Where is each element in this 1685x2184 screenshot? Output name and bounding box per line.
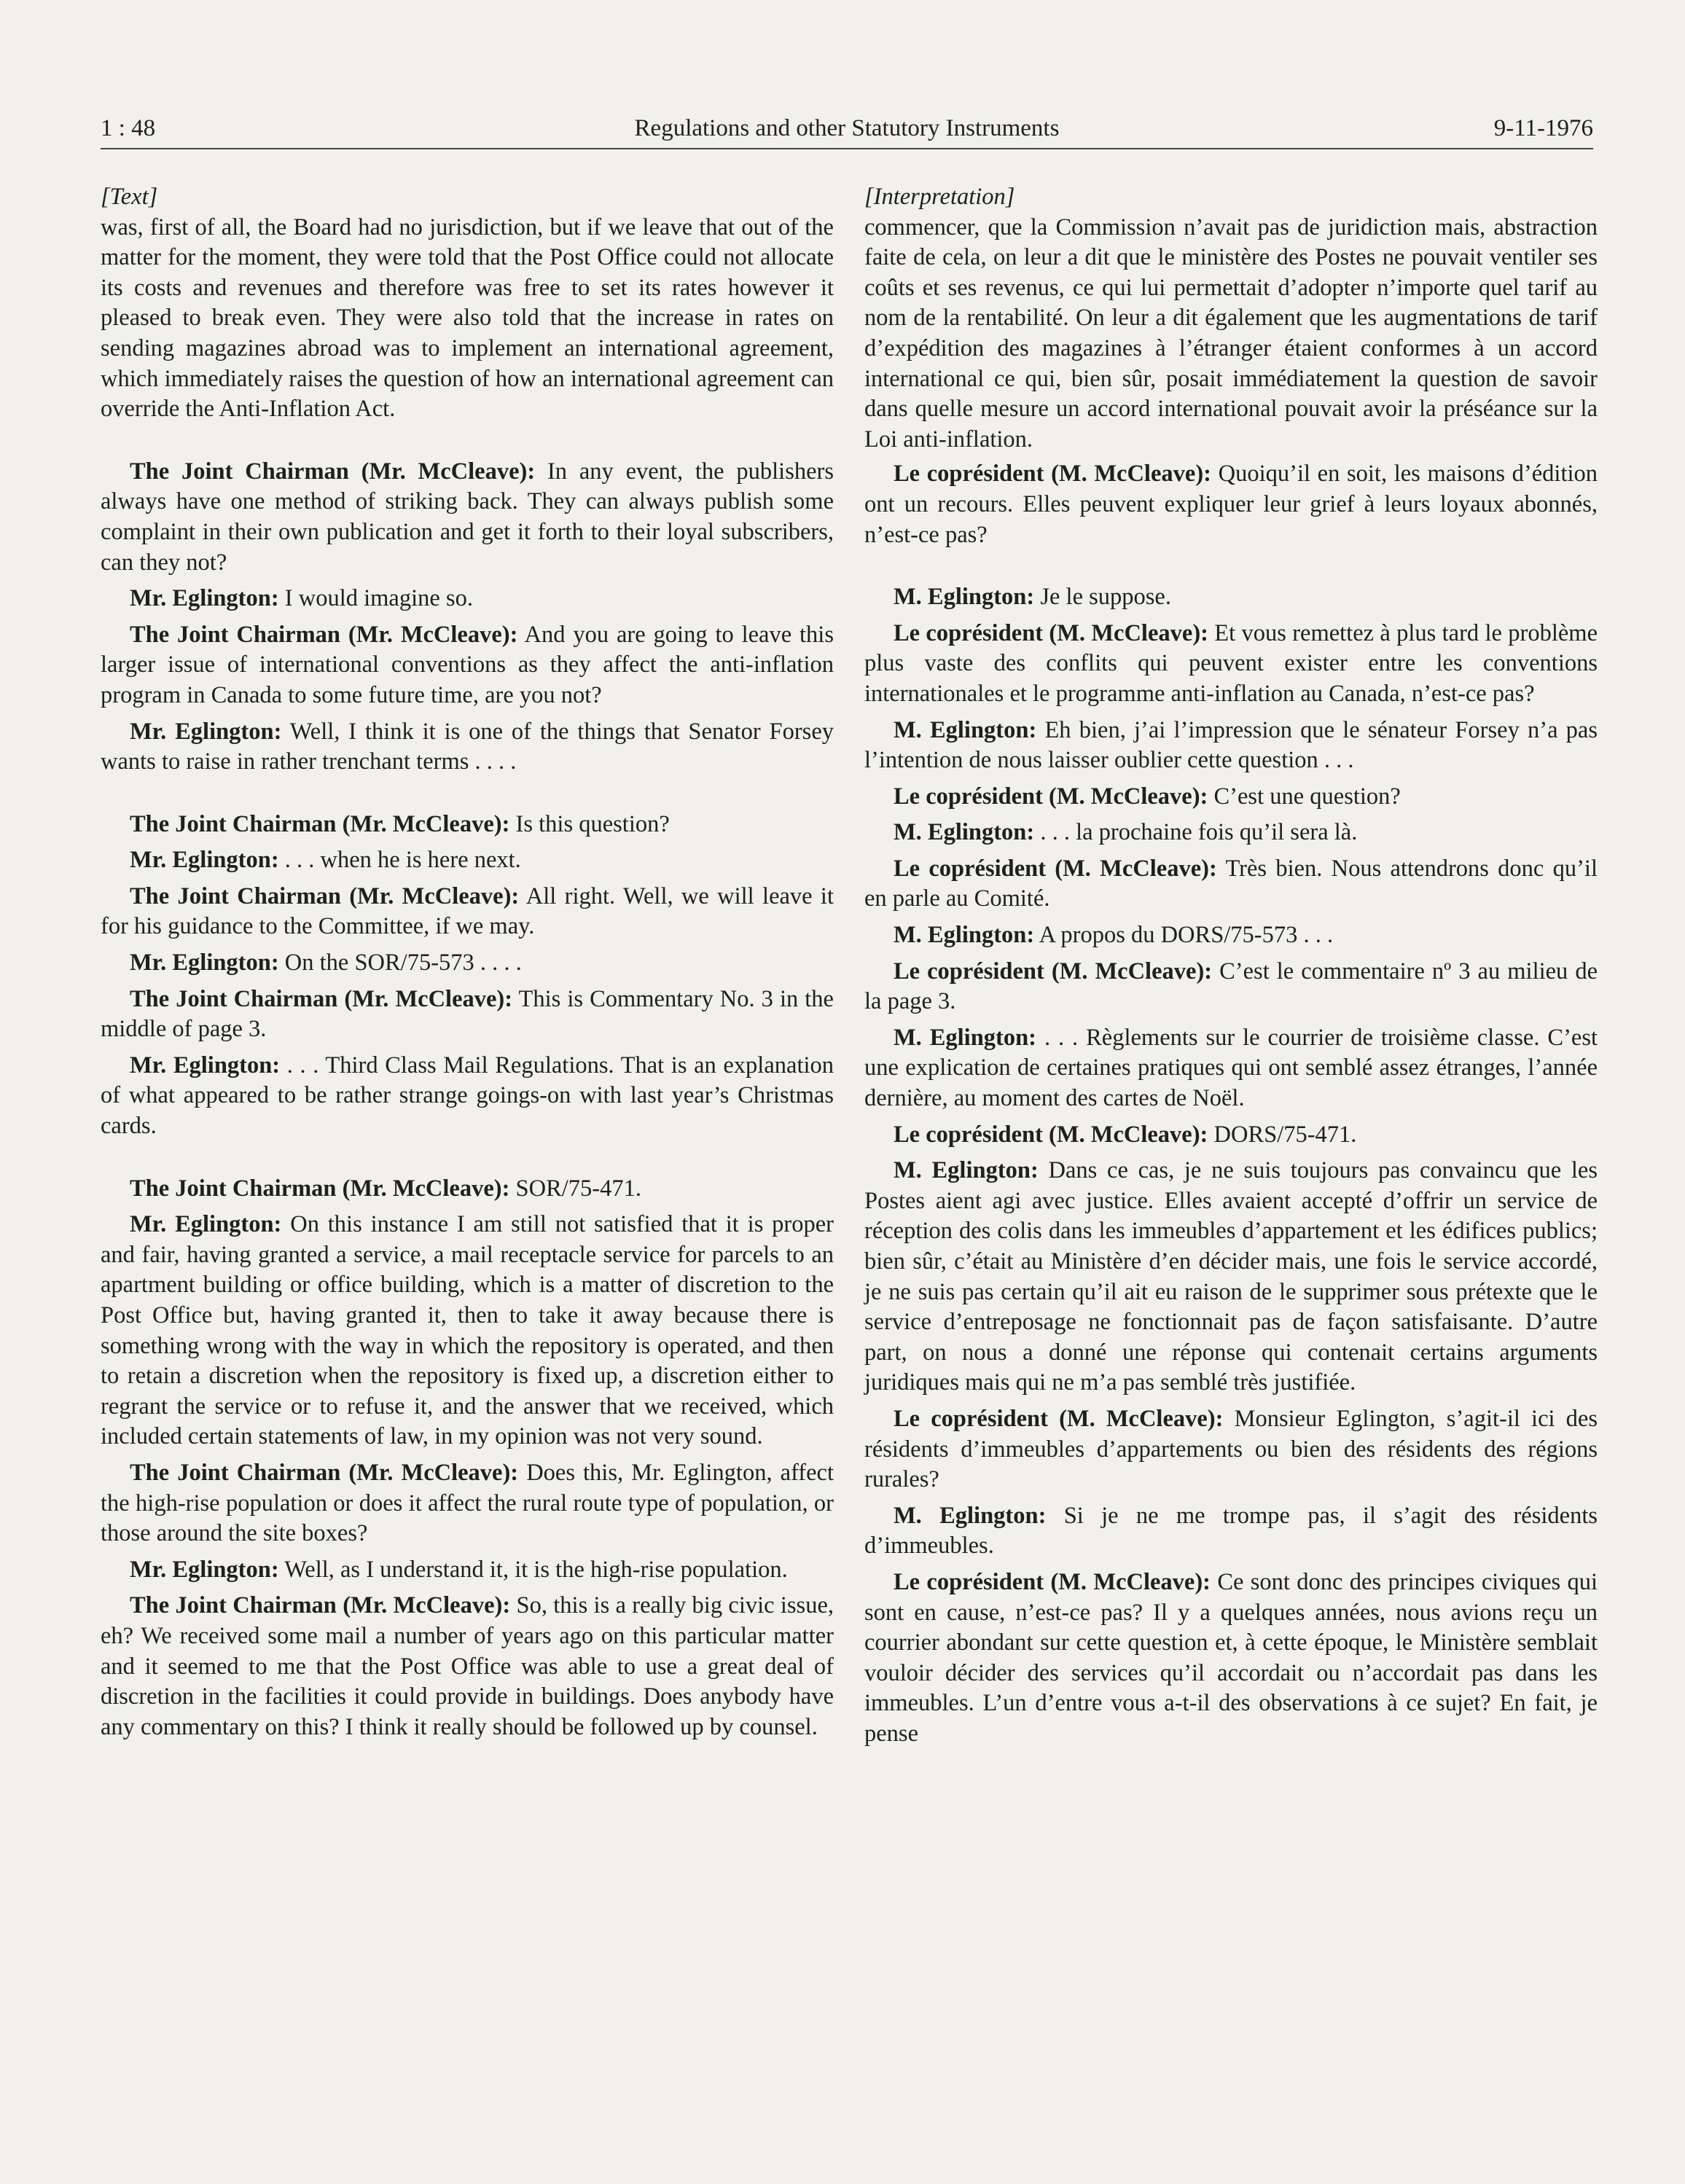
language-label-text: Interpretation bbox=[873, 184, 1006, 210]
speaker-name: The Joint Chairman (Mr. McCleave): bbox=[130, 1175, 510, 1202]
speech-text: Quoiqu’il en soit, les maisons d’édition ont un recours. Elles peuvent expliquer leur grief à leurs loyaux abonnés, n’est-ce pas? bbox=[864, 461, 1598, 548]
speech-text: A propos du DORS/75-573 . . . bbox=[1039, 922, 1334, 949]
speaker-name: M. Eglington: bbox=[894, 819, 1035, 846]
speech-text: So, this is a really big civic issue, eh? We received some mail a number of years ago on this particular matter and it seemed to me that the Post Office was able to use a great deal of discretion in the facilities it could provide in buildings. Does anybody have any commentary on this? I think it really should be followed up by counsel. bbox=[101, 1592, 834, 1740]
speech-text: Et vous remettez à plus tard le problème plus vaste des conflits qui peuvent exister entre les conventions internationales et le programme anti-inflation au Canada, n’est-ce pas? bbox=[864, 619, 1598, 707]
speaker-name: Mr. Eglington: bbox=[130, 718, 282, 745]
speaker-name: Le coprésident (M. McCleave): bbox=[894, 461, 1211, 488]
speaker-name: M. Eglington: bbox=[894, 1024, 1037, 1051]
speech-text: Eh bien, j’ai l’impression que le sénateur Forsey n’a pas l’intention de nous laisser oublier cette question . . . bbox=[864, 716, 1598, 774]
speaker-name: Mr. Eglington: bbox=[130, 585, 279, 612]
transcript-paragraph bbox=[101, 948, 834, 979]
transcript-paragraph bbox=[864, 782, 1598, 813]
speaker-name: The Joint Chairman (Mr. McCleave): bbox=[130, 985, 513, 1012]
speech-text: C’est le commentaire nº 3 au milieu de la page 3. bbox=[864, 958, 1598, 1015]
speech-text: Je le suppose. bbox=[1040, 584, 1171, 611]
speech-text: Does this, Mr. Eglington, affect the high-rise population or does it affect the rural route type of population, or those around the site boxes? bbox=[101, 1459, 834, 1547]
french-column bbox=[864, 182, 1598, 1750]
transcript-paragraph bbox=[101, 1555, 834, 1586]
transcript-paragraph bbox=[864, 818, 1598, 848]
speaker-name: Le coprésident (M. McCleave): bbox=[894, 783, 1208, 810]
speech-text: Monsieur Eglington, s’agit-il ici des résidents d’immeubles d’appartements ou bien des résidents des régions rurales? bbox=[864, 1405, 1598, 1493]
transcript-paragraph bbox=[864, 920, 1598, 951]
english-column bbox=[101, 182, 834, 1742]
transcript-paragraph bbox=[101, 1591, 834, 1742]
speech-text: Well, as I understand it, it is the high-rise population. bbox=[284, 1556, 788, 1583]
speech-text: In any event, the publishers always have one method of striking back. They can always publish some complaint in their own publication and get it forth to their loyal subscribers, can they not? bbox=[101, 458, 834, 576]
speaker-name: Le coprésident (M. McCleave): bbox=[894, 958, 1213, 985]
speech-text: I would imagine so. bbox=[284, 585, 473, 612]
transcript-paragraph bbox=[101, 810, 834, 840]
transcript-paragraph bbox=[864, 1567, 1598, 1750]
speech-text: Is this question? bbox=[515, 810, 670, 837]
speech-text: C’est une question? bbox=[1213, 783, 1401, 810]
transcript-paragraph bbox=[864, 1156, 1598, 1398]
speech-text: All right. Well, we will leave it for his guidance to the Committee, if we may. bbox=[101, 882, 834, 940]
speech-text: And you are going to leave this larger issue of international conventions as they affect the anti-inflation program in Canada to some future time, are you not? bbox=[101, 621, 834, 708]
speaker-name: The Joint Chairman (Mr. McCleave): bbox=[130, 621, 518, 648]
transcript-paragraph bbox=[864, 1404, 1598, 1495]
page-header bbox=[101, 108, 1593, 149]
transcript-paragraph bbox=[101, 985, 834, 1045]
speech-text: . . . Règlements sur le courrier de troisième classe. C’est une explication de certaines pratiques qui ont semblé assez étranges, l’année dernière, au moment des cartes de Noël. bbox=[864, 1024, 1598, 1112]
speech-text: Très bien. Nous attendrons donc qu’il en parle au Comité. bbox=[864, 855, 1598, 912]
transcript-paragraph bbox=[864, 459, 1598, 550]
speaker-name: M. Eglington: bbox=[894, 1157, 1039, 1184]
speech-text: This is Commentary No. 3 in the middle of page 3. bbox=[101, 985, 834, 1043]
transcript-paragraph bbox=[101, 882, 834, 942]
speaker-name: Le coprésident (M. McCleave): bbox=[894, 619, 1208, 646]
english-transcript bbox=[101, 213, 834, 1743]
speaker-name: Mr. Eglington: bbox=[130, 1052, 281, 1079]
page-number: 1 : 48 bbox=[101, 115, 156, 141]
speaker-name: The Joint Chairman (Mr. McCleave): bbox=[130, 458, 536, 485]
speech-text: DORS/75-471. bbox=[1213, 1121, 1357, 1148]
transcript-paragraph bbox=[101, 717, 834, 778]
french-transcript bbox=[864, 213, 1598, 1750]
speech-text: . . . Third Class Mail Regulations. That is an explanation of what appeared to be rather strange goings-on with last year’s Christmas cards. bbox=[101, 1052, 834, 1140]
speech-text: On the SOR/75-573 . . . . bbox=[284, 950, 522, 976]
speaker-name: The Joint Chairman (Mr. McCleave): bbox=[130, 1459, 519, 1486]
speech-text: was, first of all, the Board had no jurisdiction, but if we leave that out of the matter for the moment, they were told that the Post Office could not allocate its costs and revenues and therefore was free to set its rates however it pleased to break even. They were also told that the increase in rates on sending magazines abroad was to implement an international agreement, which immediately raises the question of how an international agreement can override the Anti-Inflation Act. bbox=[101, 214, 834, 423]
transcript-paragraph bbox=[864, 1120, 1598, 1151]
speaker-name: M. Eglington: bbox=[894, 584, 1035, 611]
header-date: 9-11-1976 bbox=[1493, 115, 1593, 141]
transcript-paragraph bbox=[101, 1458, 834, 1549]
speech-text: Dans ce cas, je ne suis toujours pas convaincu que les Postes aient agi avec justice. Elles avaient accepté d’offrir un service de réception des colis dans les immeubles d’appartement et les édifices publics; bien sûr, c’était au Ministère d’en décider mais, une fois le service accordé, je ne suis pas certain qu’il ait eu raison de le supprimer sous prétexte que le service d’entreposage ne fonctionnait pas de façon satisfaisante. D’autre part, on nous a donné une réponse qui contenait certains arguments juridiques mais qui ne m’a pas semblé très justifiée. bbox=[864, 1157, 1598, 1396]
speaker-name: Mr. Eglington: bbox=[130, 950, 279, 976]
speech-text: On this instance I am still not satisfied that it is proper and fair, having granted a service, a mail receptacle service for parcels to an apartment building or office building, which is a matter of discretion to the Post Office but, having granted it, then to take it away because there is something wrong with the way in which the repository is operated, and then to retain a discretion when the repository is fixed up, a discretion either to regrant the service or to refuse it, and the answer that we received, which included certain statements of law, in my opinion was not very sound. bbox=[101, 1211, 834, 1450]
transcript-paragraph bbox=[864, 619, 1598, 710]
running-title: Regulations and other Statutory Instruments bbox=[634, 115, 1060, 141]
transcript-paragraph bbox=[101, 1051, 834, 1142]
speaker-name: Mr. Eglington: bbox=[130, 1211, 282, 1238]
transcript-paragraph bbox=[101, 457, 834, 578]
transcript-paragraph bbox=[101, 620, 834, 711]
speaker-name: The Joint Chairman (Mr. McCleave): bbox=[130, 882, 520, 909]
transcript-paragraph bbox=[101, 1210, 834, 1452]
transcript-paragraph bbox=[864, 854, 1598, 915]
speech-text: . . . la prochaine fois qu’il sera là. bbox=[1040, 819, 1358, 846]
speech-text: Ce sont donc des principes civiques qui sont en cause, n’est-ce pas? Il y a quelques années, nous avions reçu un courrier abondant sur cette question et, à cette époque, le Ministère semblait vouloir décider des services qu’il accordait ou n’accordait pas dans les immeubles. L’un d’entre vous a-t-il des observations à ce sujet? En fait, je pense bbox=[864, 1568, 1598, 1747]
transcript-paragraph bbox=[864, 957, 1598, 1017]
speaker-name: M. Eglington: bbox=[894, 922, 1035, 949]
transcript-paragraph bbox=[864, 1501, 1598, 1562]
speaker-name: Le coprésident (M. McCleave): bbox=[894, 1568, 1211, 1595]
speaker-name: Le coprésident (M. McCleave): bbox=[894, 1121, 1208, 1148]
speaker-name: Le coprésident (M. McCleave): bbox=[894, 1405, 1224, 1432]
language-label-text: Text bbox=[109, 184, 149, 210]
transcript-paragraph bbox=[101, 584, 834, 614]
speaker-name: Le coprésident (M. McCleave): bbox=[894, 855, 1217, 882]
transcript-paragraph bbox=[864, 582, 1598, 613]
speech-text: . . . when he is here next. bbox=[284, 847, 521, 874]
header-rule bbox=[101, 148, 1593, 149]
speech-text: commencer, que la Commission n’avait pas de juridiction mais, abstraction faite de cela, on leur a dit que le ministère des Postes ne pouvait ventiler ses coûts et ses revenus, ce qui lui permettait d’adopter n’importe quel tarif au nom de la rentabilité. On leur a dit également que les augmentations de tarif d’expédition des magazines à l’étranger étaient conformes à un accord international ce qui, bien sûr, posait immédiatement la question de savoir dans quelle mesure un accord international pouvait avoir la préséance sur la Loi anti-inflation. bbox=[864, 214, 1598, 453]
transcript-paragraph bbox=[101, 845, 834, 876]
speaker-name: M. Eglington: bbox=[894, 716, 1037, 743]
speaker-name: M. Eglington: bbox=[894, 1502, 1047, 1529]
language-label: [Interpretation] bbox=[864, 184, 1015, 210]
transcript-paragraph bbox=[101, 1174, 834, 1205]
speaker-name: The Joint Chairman (Mr. McCleave): bbox=[130, 810, 510, 837]
speaker-name: Mr. Eglington: bbox=[130, 847, 279, 874]
speaker-name: Mr. Eglington: bbox=[130, 1556, 279, 1583]
speech-text: Well, I think it is one of the things that Senator Forsey wants to raise in rather trenchant terms . . . . bbox=[101, 718, 834, 775]
speaker-name: The Joint Chairman (Mr. McCleave): bbox=[130, 1592, 511, 1619]
transcript-paragraph bbox=[101, 213, 834, 425]
transcript-paragraph bbox=[864, 213, 1598, 455]
speech-text: SOR/75-471. bbox=[515, 1175, 641, 1202]
transcript-paragraph bbox=[864, 1023, 1598, 1114]
speech-text: Si je ne me trompe pas, il s’agit des résidents d’immeubles. bbox=[864, 1502, 1598, 1559]
language-label: [Text] bbox=[101, 184, 158, 210]
transcript-paragraph bbox=[864, 716, 1598, 776]
